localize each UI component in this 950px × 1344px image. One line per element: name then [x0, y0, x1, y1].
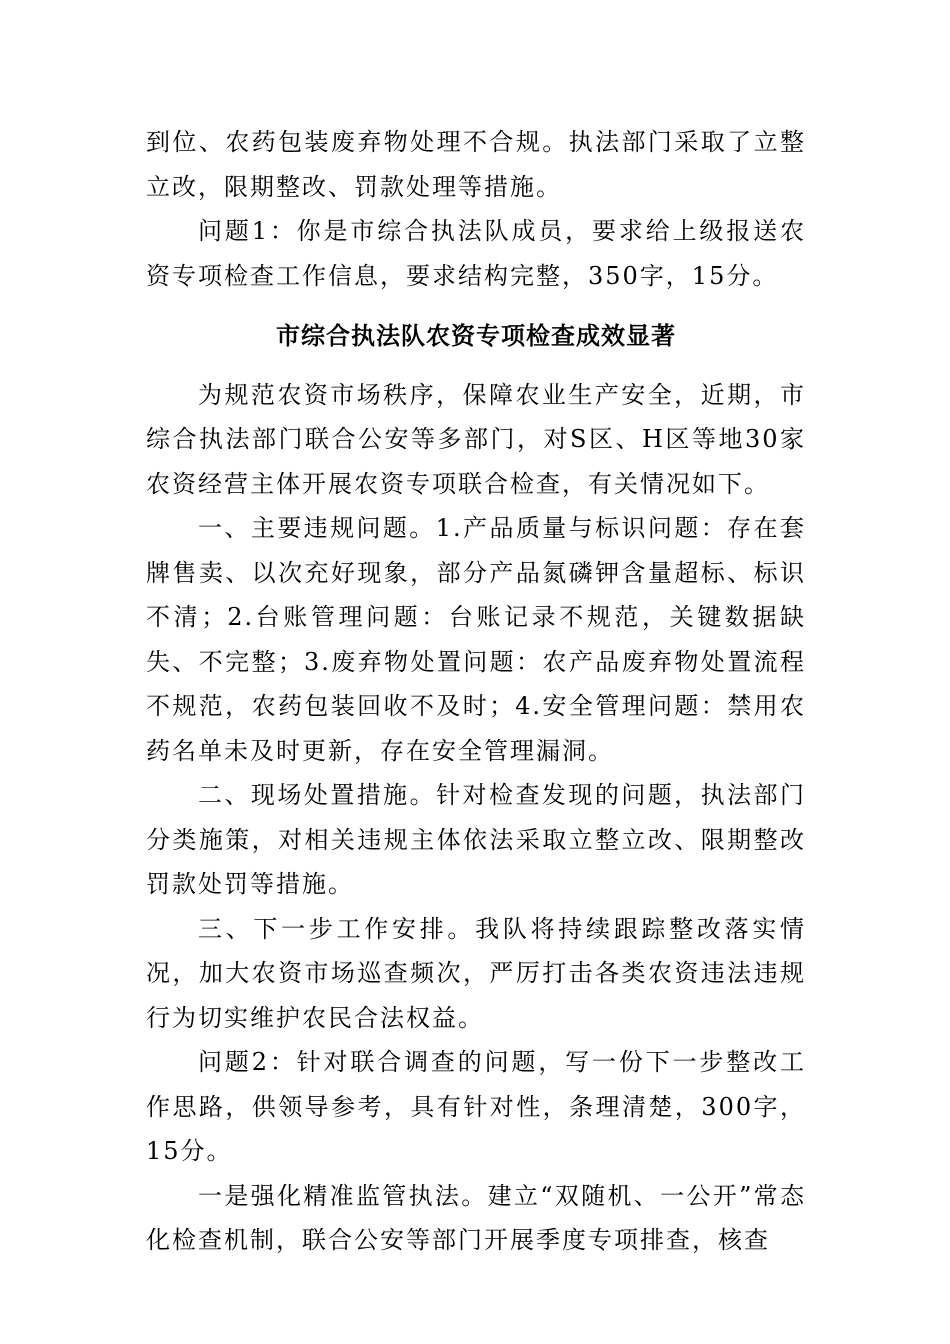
continued-paragraph: 到位、农药包装废弃物处理不合规。执法部门采取了立整立改，限期整改、罚款处理等措施。 — [146, 128, 806, 201]
question-1-paragraph: 问题1：你是市综合执法队成员，要求给上级报送农资专项检查工作信息，要求结构完整，350字，15分。 — [146, 217, 806, 290]
article-title: 市综合执法队农资专项检查成效显著 — [276, 322, 676, 350]
section-2-paragraph: 二、现场处置措施。针对检查发现的问题，执法部门分类施策，对相关违规主体依法采取立整立改、限期整改罚款处罚等措施。 — [146, 781, 806, 898]
question-2-paragraph: 问题2：针对联合调查的问题，写一份下一步整改工作思路，供领导参考，具有针对性，条理清楚，300字，15分。 — [146, 1048, 806, 1165]
intro-paragraph: 为规范农资市场秩序，保障农业生产安全，近期，市综合执法部门联合公安等多部门，对S区、H区等地30家农资经营主体开展农资专项联合检查，有关情况如下。 — [146, 380, 806, 498]
section-1-paragraph: 一、主要违规问题。1.产品质量与标识问题：存在套牌售卖、以次充好现象，部分产品氮磷钾含量超标、标识不清；2.台账管理问题：台账记录不规范，关键数据缺失、不完整；3.废弃物处置问题：农产品废弃物处置流程不规范，农药包装回收不及时；4.安全管理问题：禁用农药名单未及时更新，存在安全管理漏洞。 — [146, 514, 806, 765]
section-3-paragraph: 三、下一步工作安排。我队将持续跟踪整改落实情况，加大农资市场巡查频次，严厉打击各类农资违法违规行为切实维护农民合法权益。 — [146, 914, 806, 1032]
answer-1-paragraph: 一是强化精准监管执法。建立“双随机、一公开”常态化检查机制，联合公安等部门开展季度专项排查，核查 — [146, 1181, 806, 1254]
document-body — [146, 120, 806, 1263]
